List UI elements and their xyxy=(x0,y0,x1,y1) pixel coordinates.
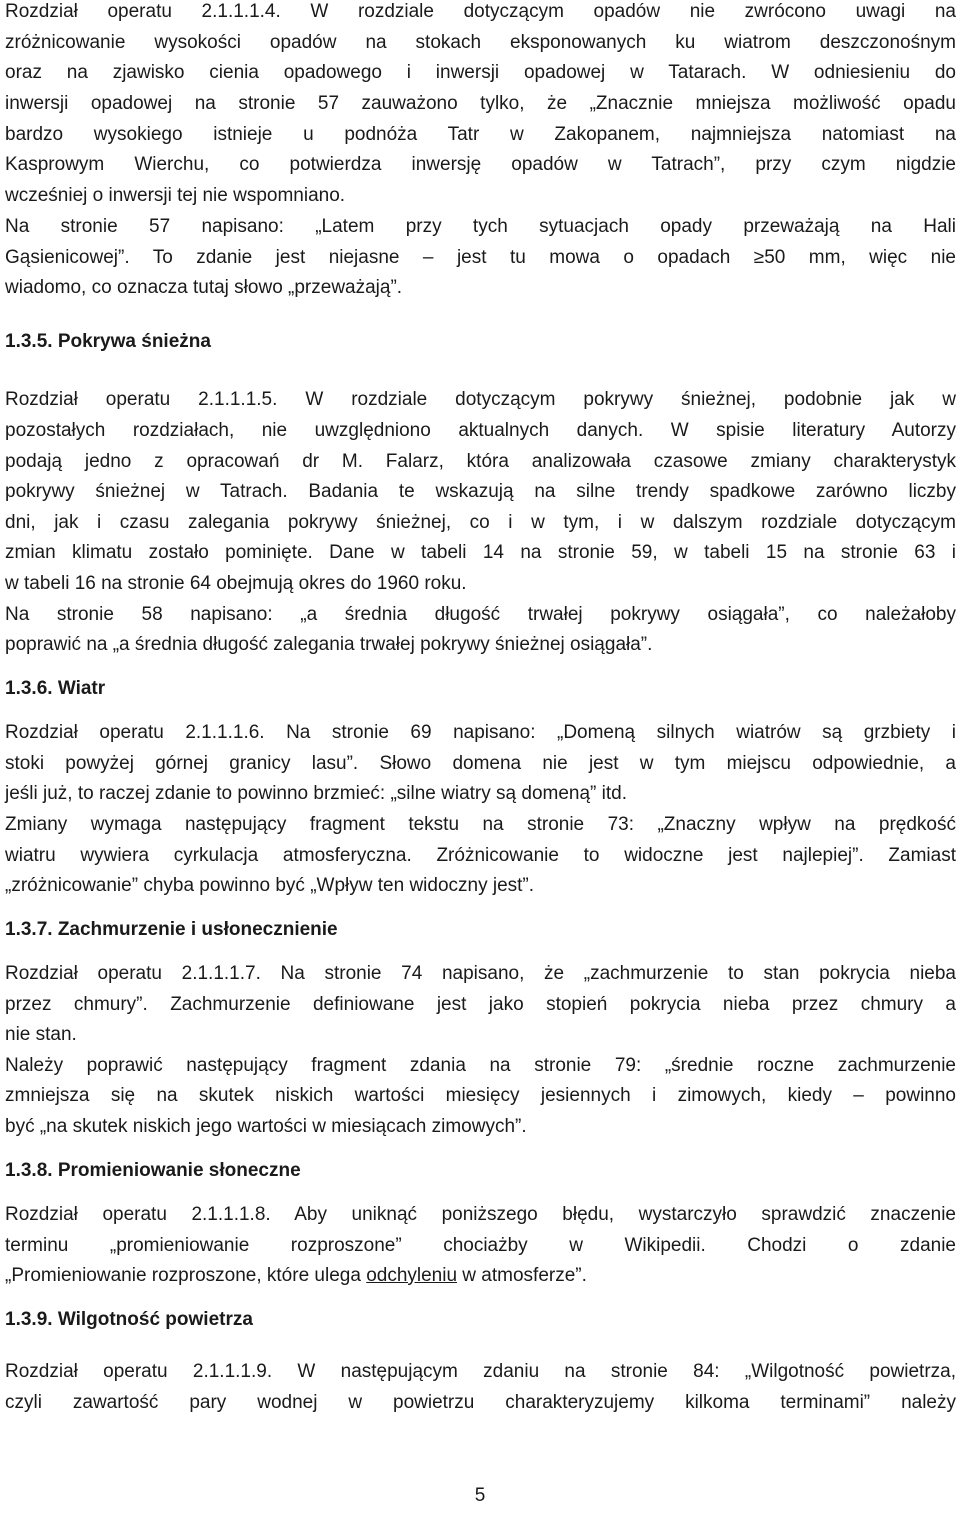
section-heading: 1.3.6. Wiatr xyxy=(5,678,106,699)
text-line: Kasprowym Wierchu, co potwierdza inwersję opadów w Tatrach”, przy czym nigdzie xyxy=(5,154,956,175)
page-number: 5 xyxy=(474,1485,486,1506)
text-line: jeśli już, to raczej zdanie to powinno brzmieć: „silne wiatry są domeną” itd. xyxy=(5,783,627,804)
text-line: pozostałych rozdziałach, nie uwzględniono aktualnych danych. W spisie literatury Autorzy xyxy=(5,420,956,441)
section-heading: 1.3.5. Pokrywa śnieżna xyxy=(5,331,211,352)
text-line: być „na skutek niskich jego wartości w miesiącach zimowych”. xyxy=(5,1116,527,1137)
text-line xyxy=(5,1261,956,1291)
text-segment: w atmosferze”. xyxy=(457,1265,587,1286)
text-line: Rozdział operatu 2.1.1.1.6. Na stronie 69 napisano: „Domeną silnych wiatrów są grzbiety i xyxy=(5,722,956,743)
text-line: Na stronie 58 napisano: „a średnia długość trwałej pokrywy osiągała”, co należałoby xyxy=(5,604,956,625)
text-line: przez chmury”. Zachmurzenie definiowane jest jako stopień pokrycia nieba przez chmury a xyxy=(5,994,956,1015)
text-line: poprawić na „a średnia długość zalegania trwałej pokrywy śnieżnej osiągała”. xyxy=(5,634,653,655)
text-line: zróżnicowanie wysokości opadów na stokach eksponowanych ku wiatrom deszczonośnym xyxy=(5,32,956,53)
text-line: Zmiany wymaga następujący fragment tekstu na stronie 73: „Znaczny wpływ na prędkość xyxy=(5,814,956,835)
section-heading: 1.3.8. Promieniowanie słoneczne xyxy=(5,1160,301,1181)
text-line: Rozdział operatu 2.1.1.1.4. W rozdziale dotyczącym opadów nie zwrócono uwagi na xyxy=(5,1,956,22)
text-line: zmniejsza się na skutek niskich wartości miesięcy jesiennych i zimowych, kiedy – powinno xyxy=(5,1085,956,1106)
text-line: stoki powyżej górnej granicy lasu”. Słowo domena nie jest w tym miejscu odpowiednie, a xyxy=(5,753,956,774)
text-line: zmian klimatu zostało pominięte. Dane w tabeli 14 na stronie 59, w tabeli 15 na stronie 63 i xyxy=(5,542,956,563)
text-line: oraz na zjawisko cienia opadowego i inwersji opadowej w Tatarach. W odniesieniu do xyxy=(5,62,956,83)
text-line: pokrywy śnieżnej w Tatrach. Badania te wskazują na silne trendy spadkowe zarówno liczby xyxy=(5,481,956,502)
text-segment: „Promieniowanie rozproszone, które ulega xyxy=(5,1265,367,1286)
text-line: nie stan. xyxy=(5,1024,77,1045)
section-heading: 1.3.9. Wilgotność powietrza xyxy=(5,1309,253,1330)
text-line: bardzo wysokiego istnieje u podnóża Tatr w Zakopanem, najmniejsza natomiast na xyxy=(5,124,956,145)
text-line: Rozdział operatu 2.1.1.1.8. Aby uniknąć poniższego błędu, wystarczyło sprawdzić znaczenie xyxy=(5,1204,956,1225)
text-line: inwersji opadowej na stronie 57 zauważono tylko, że „Znacznie mniejsza możliwość opadu xyxy=(5,93,956,114)
text-line: terminu „promieniowanie rozproszone” chociażby w Wikipedii. Chodzi o zdanie xyxy=(5,1235,956,1256)
text-line: Należy poprawić następujący fragment zdania na stronie 79: „średnie roczne zachmurzenie xyxy=(5,1055,956,1076)
text-line: dni, jak i czasu zalegania pokrywy śnieżnej, co i w tym, i w dalszym rozdziale dotyczącym xyxy=(5,512,956,533)
text-line: wiadomo, co oznacza tutaj słowo „przeważają”. xyxy=(5,277,403,298)
text-line: Rozdział operatu 2.1.1.1.7. Na stronie 74 napisano, że „zachmurzenie to stan pokrycia nieba xyxy=(5,963,956,984)
text-line: podają jedno z opracowań dr M. Falarz, która analizowała czasowe zmiany charakterystyk xyxy=(5,451,956,472)
text-line: wiatru wywiera cyrkulacja atmosferyczna. Zróżnicowanie to widoczne jest najlepiej”. Zamiast xyxy=(5,845,956,866)
text-line: w tabeli 16 na stronie 64 obejmują okres do 1960 roku. xyxy=(5,573,467,594)
text-line: Na stronie 57 napisano: „Latem przy tych sytuacjach opady przeważają na Hali xyxy=(5,216,956,237)
text-line: Rozdział operatu 2.1.1.1.9. W następującym zdaniu na stronie 84: „Wilgotność powietrza, xyxy=(5,1361,956,1382)
text-line: Rozdział operatu 2.1.1.1.5. W rozdziale dotyczącym pokrywy śnieżnej, podobnie jak w xyxy=(5,389,956,410)
text-line: Gąsienicowej”. To zdanie jest niejasne – jest tu mowa o opadach ≥50 mm, więc nie xyxy=(5,247,956,268)
text-line: „zróżnicowanie” chyba powinno być „Wpływ ten widoczny jest”. xyxy=(5,875,535,896)
text-line: czyli zawartość pary wodnej w powietrzu charakteryzujemy kilkoma terminami” należy xyxy=(5,1392,956,1413)
underlined-word: odchyleniu xyxy=(366,1265,458,1286)
text-line: wcześniej o inwersji tej nie wspomniano. xyxy=(5,185,346,206)
section-heading: 1.3.7. Zachmurzenie i usłonecznienie xyxy=(5,919,338,940)
